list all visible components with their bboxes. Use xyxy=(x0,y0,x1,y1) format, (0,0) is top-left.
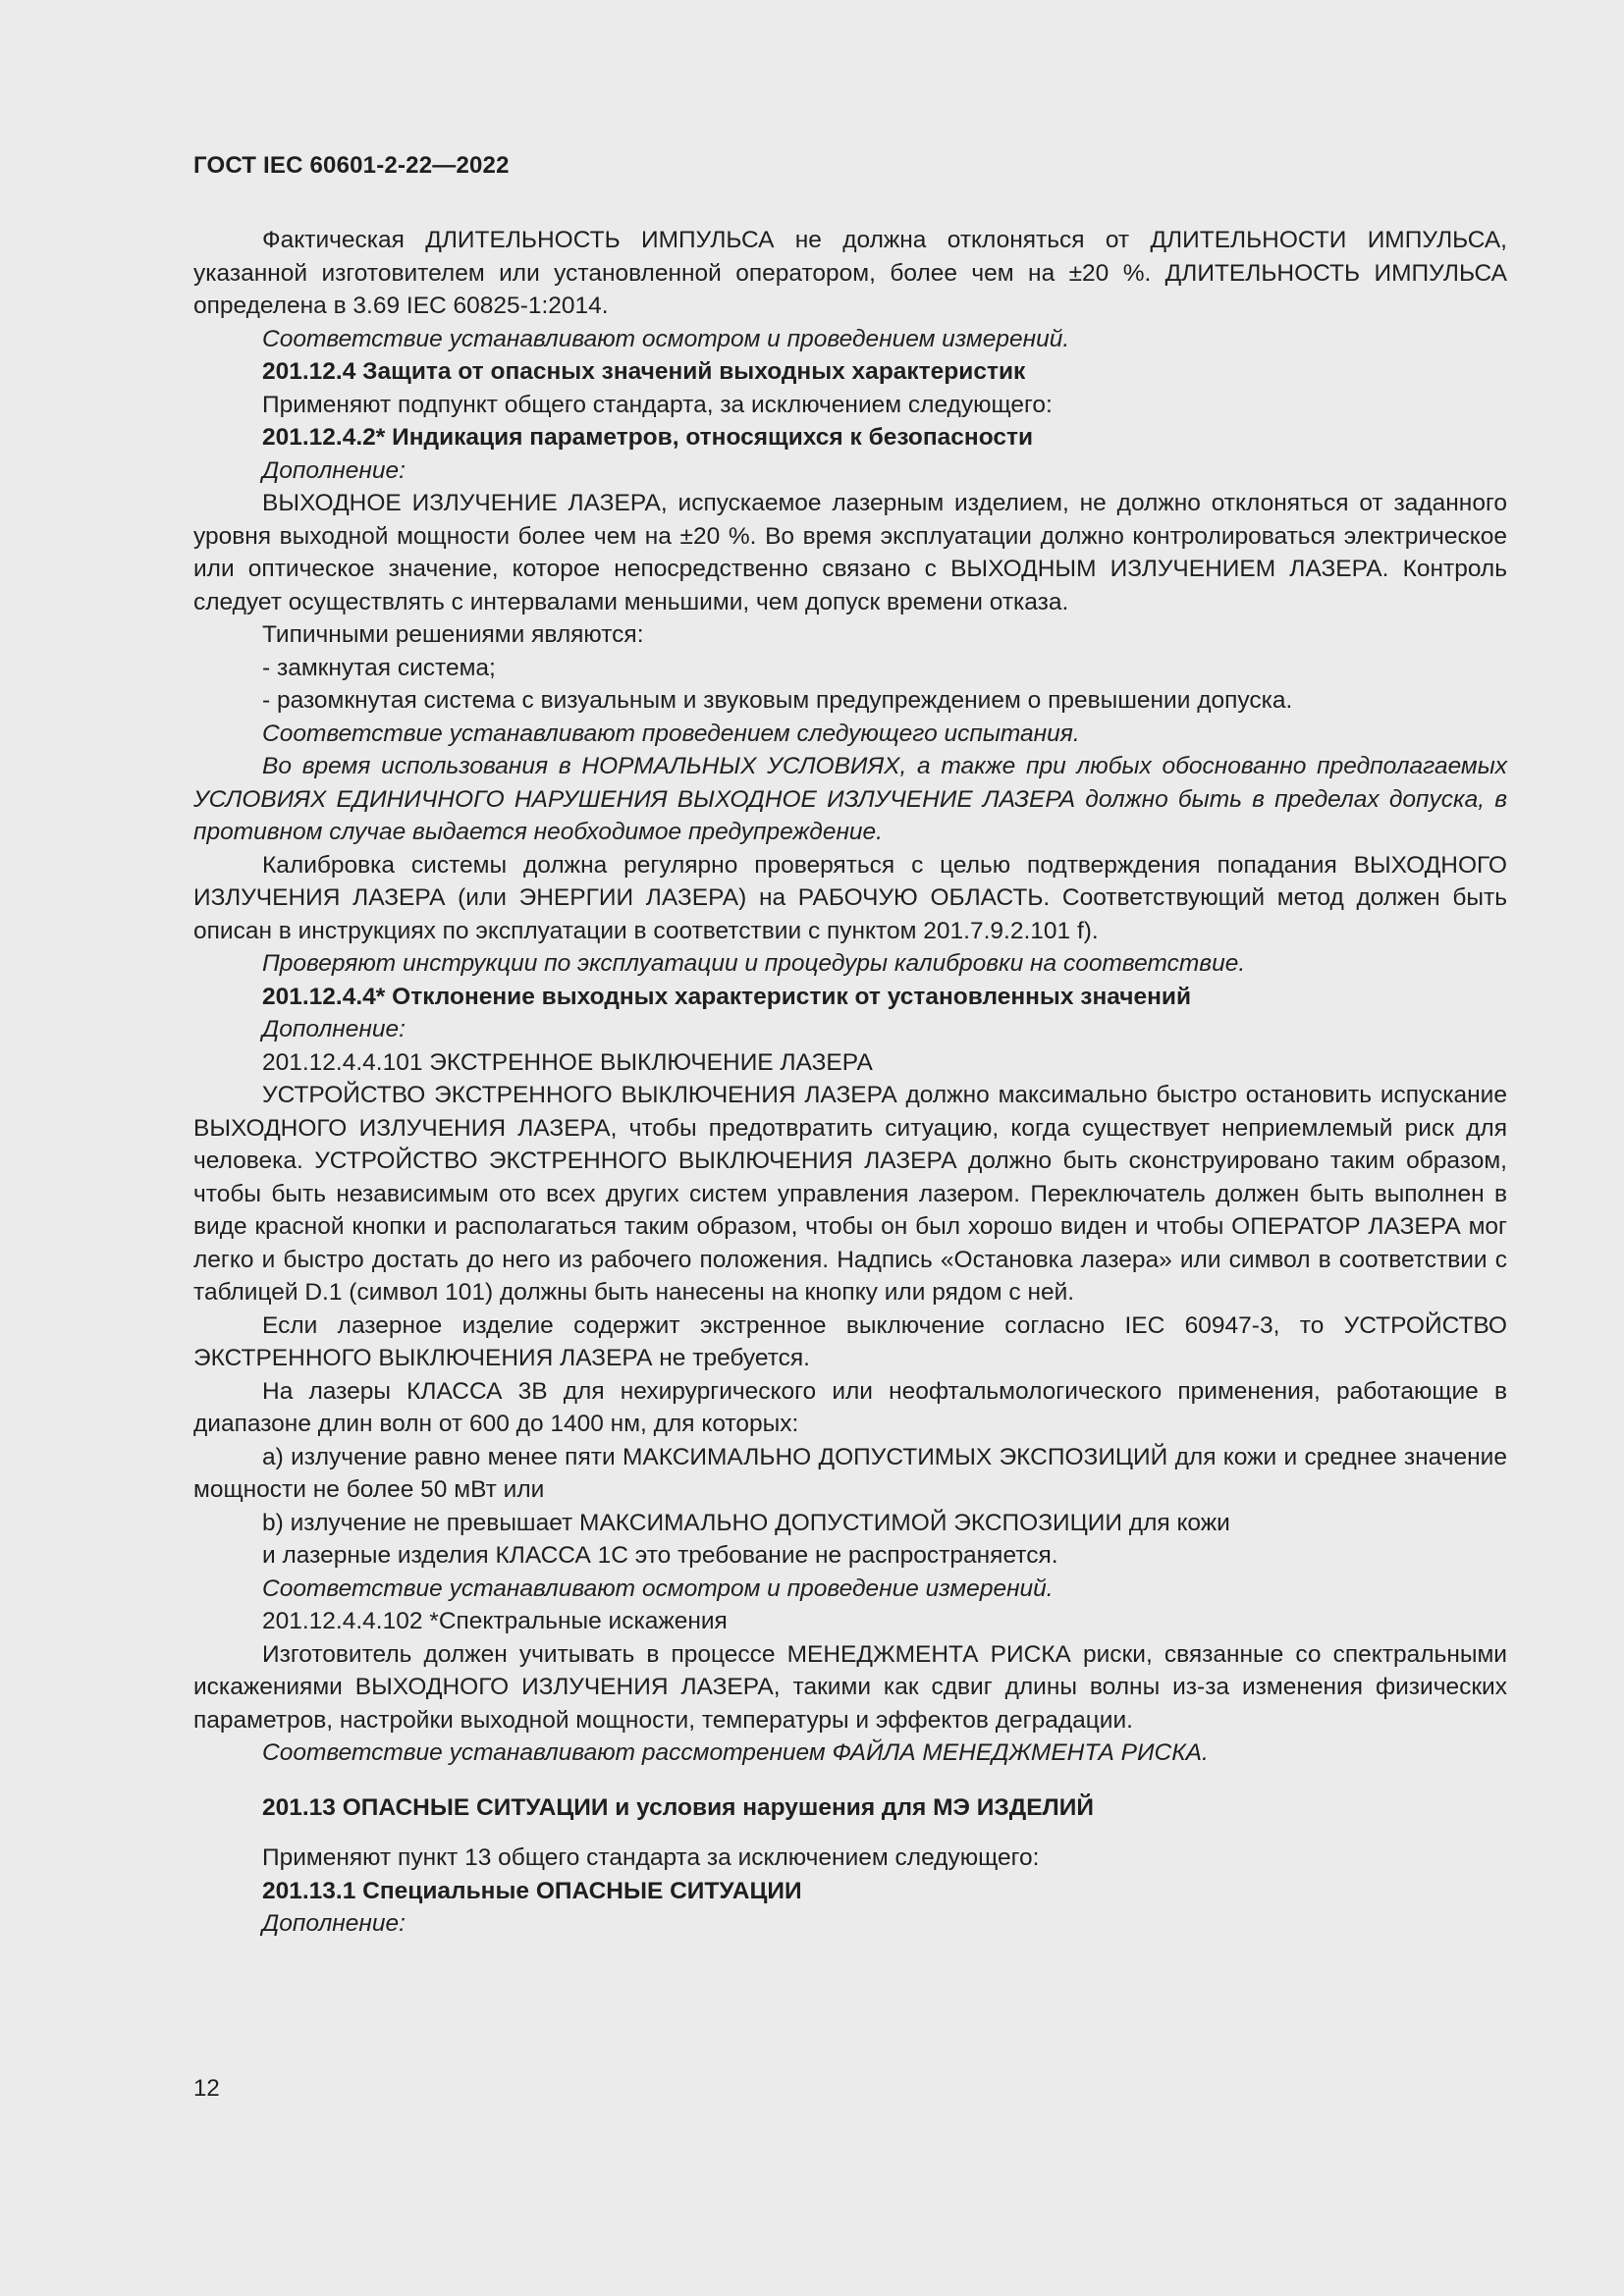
list-item-b: b) излучение не превышает МАКСИМАЛЬНО ДОПУСТИМОЙ ЭКСПОЗИЦИИ для кожи xyxy=(262,1509,1230,1536)
section-heading-201-13-1: 201.13.1 Специальные ОПАСНЫЕ СИТУАЦИИ xyxy=(262,1877,802,1904)
paragraph-laser-output: ВЫХОДНОЕ ИЗЛУЧЕНИЕ ЛАЗЕРА, испускаемое лазерным изделием, не должно отклоняться от заданного уровня выходной мощности более чем на ±20 %. Во время эксплуатации должно контролироваться электрическое или оптическое значение, которое непосредственно связано с ВЫХОДНЫМ ИЗЛУЧЕНИЕМ ЛАЗЕРА. Контроль следует осуществлять с интервалами меньшими, чем допуск времени отказа. xyxy=(193,490,1507,615)
document-body xyxy=(193,224,1507,1941)
compliance-note: Соответствие устанавливают осмотром и проведением измерений. xyxy=(262,325,1070,352)
list-item-a: a) излучение равно менее пяти МАКСИМАЛЬНО ДОПУСТИМЫХ ЭКСПОЗИЦИЙ для кожи и среднее значение мощности не более 50 мВт или xyxy=(193,1443,1507,1503)
standard-header: ГОСТ IEC 60601-2-22—2022 xyxy=(193,152,510,179)
paragraph-calibration: Калибровка системы должна регулярно проверяться с целью подтверждения попадания ВЫХОДНОГО ИЗЛУЧЕНИЯ ЛАЗЕРА (или ЭНЕРГИИ ЛАЗЕРА) на РАБОЧУЮ ОБЛАСТЬ. Соответствующий метод должен быть описан в инструкциях по эксплуатации в соответствии с пунктом 201.7.9.2.101 f). xyxy=(193,851,1507,944)
addition-label: Дополнение: xyxy=(262,1910,406,1937)
section-heading-201-13: 201.13 ОПАСНЫЕ СИТУАЦИИ и условия нарушения для МЭ ИЗДЕЛИЙ xyxy=(262,1793,1094,1821)
page-number: 12 xyxy=(193,2075,220,2102)
addition-label: Дополнение: xyxy=(262,456,406,484)
section-heading-201-12-4: 201.12.4 Защита от опасных значений выходных характеристик xyxy=(262,358,1026,385)
paragraph: и лазерные изделия КЛАССА 1С это требование не распространяется. xyxy=(262,1542,1058,1569)
subsection-heading-201-12-4-4-101: 201.12.4.4.101 ЭКСТРЕННОЕ ВЫКЛЮЧЕНИЕ ЛАЗЕРА xyxy=(262,1048,873,1076)
paragraph: Применяют пункт 13 общего стандарта за исключением следующего: xyxy=(262,1844,1040,1871)
paragraph-class-3b: На лазеры КЛАССА 3В для нехирургического или неофтальмологического применения, работающие в диапазоне длин волн от 600 до 1400 нм, для которых: xyxy=(193,1377,1507,1437)
compliance-note: Соответствие устанавливают осмотром и проведение измерений. xyxy=(262,1575,1054,1602)
spacer xyxy=(193,1770,1507,1791)
paragraph-emergency-stop: УСТРОЙСТВО ЭКСТРЕННОГО ВЫКЛЮЧЕНИЯ ЛАЗЕРА должно максимально быстро остановить испускание ВЫХОДНОГО ИЗЛУЧЕНИЯ ЛАЗЕРА, чтобы предотвратить ситуацию, когда существует неприемлемый риск для человека. УСТРОЙСТВО ЭКСТРЕННОГО ВЫКЛЮЧЕНИЯ ЛАЗЕРА должно быть сконструировано таким образом, чтобы быть независимым ото всех других систем управления лазером. Переключатель должен быть выполнен в виде красной кнопки и располагаться таким образом, чтобы он был хорошо виден и чтобы ОПЕРАТОР ЛАЗЕРА мог легко и быстро достать до него из рабочего положения. Надпись «Остановка лазера» или символ в соответствии с таблицей D.1 (символ 101) должны быть нанесены на кнопку или рядом с ней. xyxy=(193,1082,1507,1306)
paragraph: Если лазерное изделие содержит экстренное выключение согласно IEC 60947-3, то УСТРОЙСТВО ЭКСТРЕННОГО ВЫКЛЮЧЕНИЯ ЛАЗЕРА не требуется. xyxy=(193,1311,1507,1371)
spacer xyxy=(193,1824,1507,1842)
compliance-note: Проверяют инструкции по эксплуатации и процедуры калибровки на соответствие. xyxy=(262,950,1246,977)
paragraph-pulse-duration: Фактическая ДЛИТЕЛЬНОСТЬ ИМПУЛЬСА не должна отклоняться от ДЛИТЕЛЬНОСТИ ИМПУЛЬСА, указанной изготовителем или установленной оператором, более чем на ±20 %. ДЛИТЕЛЬНОСТЬ ИМПУЛЬСА определена в 3.69 IEC 60825-1:2014. xyxy=(193,227,1507,319)
compliance-note: Соответствие устанавливают проведением следующего испытания. xyxy=(262,720,1080,747)
addition-label: Дополнение: xyxy=(262,1016,406,1042)
compliance-note: Соответствие устанавливают рассмотрением ФАЙЛА МЕНЕДЖМЕНТА РИСКА. xyxy=(262,1739,1209,1766)
test-description: Во время использования в НОРМАЛЬНЫХ УСЛОВИЯХ, а также при любых обоснованно предполагаемых УСЛОВИЯХ ЕДИНИЧНОГО НАРУШЕНИЯ ВЫХОДНОЕ ИЗЛУЧЕНИЕ ЛАЗЕРА должно быть в пределах допуска, в противном случае выдается необходимое предупреждение. xyxy=(193,753,1507,845)
section-heading-201-12-4-2: 201.12.4.2* Индикация параметров, относящихся к безопасности xyxy=(262,424,1034,451)
paragraph: Типичными решениями являются: xyxy=(262,621,644,648)
paragraph: Применяют подпункт общего стандарта, за исключением следующего: xyxy=(262,391,1053,418)
list-item: - замкнутая система; xyxy=(262,654,496,681)
subsection-heading-201-12-4-4-102: 201.12.4.4.102 *Спектральные искажения xyxy=(262,1608,728,1634)
section-heading-201-12-4-4: 201.12.4.4* Отклонение выходных характеристик от установленных значений xyxy=(262,983,1192,1010)
list-item: - разомкнутая система с визуальным и звуковым предупреждением о превышении допуска. xyxy=(262,687,1293,714)
paragraph-spectral-distortion: Изготовитель должен учитывать в процессе МЕНЕДЖМЕНТА РИСКА риски, связанные со спектральными искажениями ВЫХОДНОГО ИЗЛУЧЕНИЯ ЛАЗЕРА, такими как сдвиг длины волны из-за изменения физических параметров, настройки выходной мощности, температуры и эффектов деградации. xyxy=(193,1640,1507,1734)
